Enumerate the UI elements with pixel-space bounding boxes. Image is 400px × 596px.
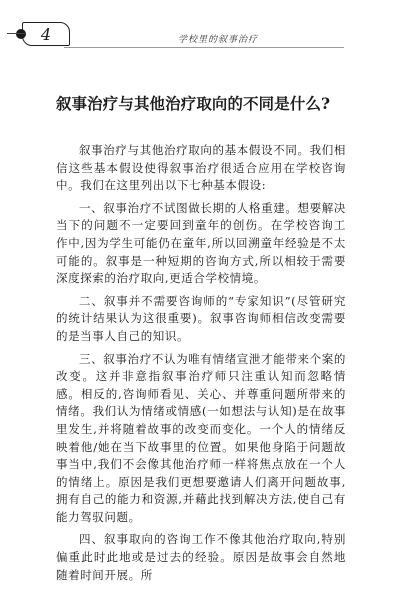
paragraph-assumption-3: 三、叙事治疗不认为唯有情绪宣泄才能带来个案的改变。这并非意指叙事治疗师只注重认知而忽略情感。相反的,咨询师看见、关心、并尊重问题所带来的情绪。我们认为情绪或情感(一如想法与认知)是在故事里发生,并将随着故事的改变而变化。一个人的情绪反映着他/她在当下故事里的位置。如果他身陷于问题故事当中,我们不会像其他治疗师一样将焦点放在一个人的情绪上。原因是我们更想要邀请人们离开问题故事,拥有自己的能力和资源,并藉此找到解决方法,使自己有能力驾驭问题。 — [56, 351, 346, 524]
body-text — [56, 142, 346, 589]
paragraph-intro: 叙事治疗与其他治疗取向的基本假设不同。我们相信这些基本假设使得叙事治疗很适合应用在学校咨询中。我们在这里列出以下七种基本假设: — [56, 143, 346, 193]
section-title: 叙事治疗与其他治疗取向的不同是什么? — [56, 95, 331, 113]
header-rule — [64, 47, 344, 48]
paragraph-assumption-1: 一、叙事治疗不试图做长期的人格重建。想要解决当下的问题不一定要回到童年的创伤。在学校咨询工作中,因为学生可能仍在童年,所以回溯童年经验是不太可能的。叙事是一种短期的咨询方式,所以相较于需要深度探索的治疗取向,更适合学校情境。 — [56, 200, 346, 286]
page-number: 4 — [40, 24, 52, 44]
paragraph-assumption-2: 二、叙事并不需要咨询师的“专家知识”(尽管研究的统计结果认为这很重要)。叙事咨询师相信改变需要的是当事人自己的知识。 — [56, 293, 346, 343]
running-title: 学校里的叙事治疗 — [178, 35, 259, 45]
page-number-badge — [22, 22, 70, 46]
page-header — [0, 0, 400, 62]
paragraph-assumption-4: 四、叙事取向的咨询工作不像其他治疗取向,特别偏重此时此地或是过去的经验。原因是故事会自然地随着时间开展。所 — [56, 532, 346, 582]
